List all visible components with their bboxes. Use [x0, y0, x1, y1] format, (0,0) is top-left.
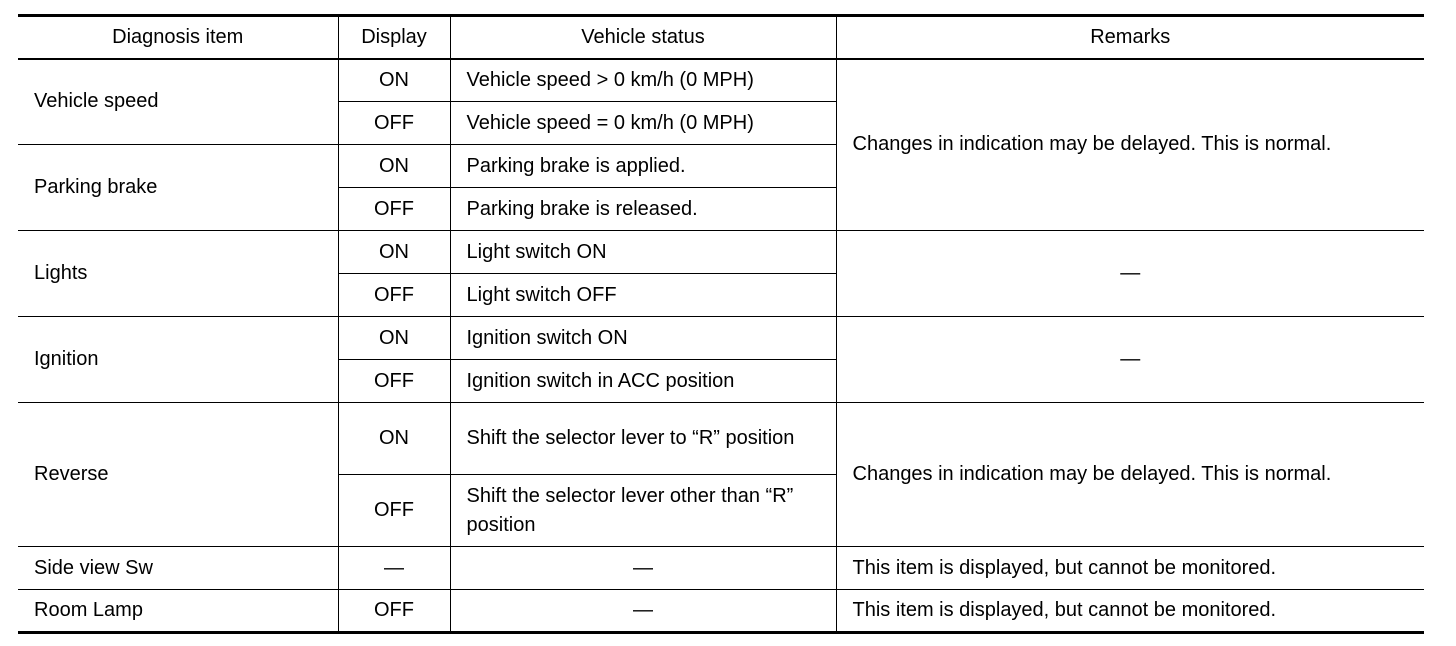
display-cell: ON: [338, 317, 450, 360]
table-row: [18, 59, 1424, 102]
table-header: [18, 16, 1424, 59]
header-diagnosis-item: Diagnosis item: [18, 16, 338, 59]
remarks-ignition: —: [836, 317, 1424, 403]
diagnosis-table: [18, 14, 1424, 634]
status-cell: Ignition switch in ACC position: [450, 360, 836, 403]
display-cell: OFF: [338, 590, 450, 633]
header-row: [18, 16, 1424, 59]
status-cell: Parking brake is applied.: [450, 145, 836, 188]
status-cell: —: [450, 547, 836, 590]
table-row: [18, 231, 1424, 274]
table-row: [18, 403, 1424, 475]
status-cell: Vehicle speed > 0 km/h (0 MPH): [450, 59, 836, 102]
display-cell: —: [338, 547, 450, 590]
item-ignition: Ignition: [18, 317, 338, 403]
remarks-speed-parking: Changes in indication may be delayed. This is normal.: [836, 59, 1424, 231]
display-cell: ON: [338, 145, 450, 188]
item-parking-brake: Parking brake: [18, 145, 338, 231]
display-cell: ON: [338, 403, 450, 475]
item-lights: Lights: [18, 231, 338, 317]
header-vehicle-status: Vehicle status: [450, 16, 836, 59]
header-remarks: Remarks: [836, 16, 1424, 59]
table-body: [18, 59, 1424, 633]
status-cell: Light switch ON: [450, 231, 836, 274]
table-row: [18, 317, 1424, 360]
table-row: [18, 547, 1424, 590]
remarks-side-view-sw: This item is displayed, but cannot be monitored.: [836, 547, 1424, 590]
item-side-view-sw: Side view Sw: [18, 547, 338, 590]
status-cell: Vehicle speed = 0 km/h (0 MPH): [450, 102, 836, 145]
display-cell: OFF: [338, 274, 450, 317]
status-cell: Parking brake is released.: [450, 188, 836, 231]
status-cell: Shift the selector lever to “R” position: [450, 403, 836, 475]
display-cell: ON: [338, 231, 450, 274]
display-cell: OFF: [338, 188, 450, 231]
remarks-lights: —: [836, 231, 1424, 317]
display-cell: OFF: [338, 475, 450, 547]
status-cell: Shift the selector lever other than “R” position: [450, 475, 836, 547]
status-cell: —: [450, 590, 836, 633]
display-cell: OFF: [338, 102, 450, 145]
status-cell: Ignition switch ON: [450, 317, 836, 360]
header-display: Display: [338, 16, 450, 59]
item-room-lamp: Room Lamp: [18, 590, 338, 633]
remarks-room-lamp: This item is displayed, but cannot be monitored.: [836, 590, 1424, 633]
remarks-reverse: Changes in indication may be delayed. This is normal.: [836, 403, 1424, 547]
table-row: [18, 590, 1424, 633]
item-reverse: Reverse: [18, 403, 338, 547]
item-vehicle-speed: Vehicle speed: [18, 59, 338, 145]
status-cell: Light switch OFF: [450, 274, 836, 317]
display-cell: ON: [338, 59, 450, 102]
display-cell: OFF: [338, 360, 450, 403]
